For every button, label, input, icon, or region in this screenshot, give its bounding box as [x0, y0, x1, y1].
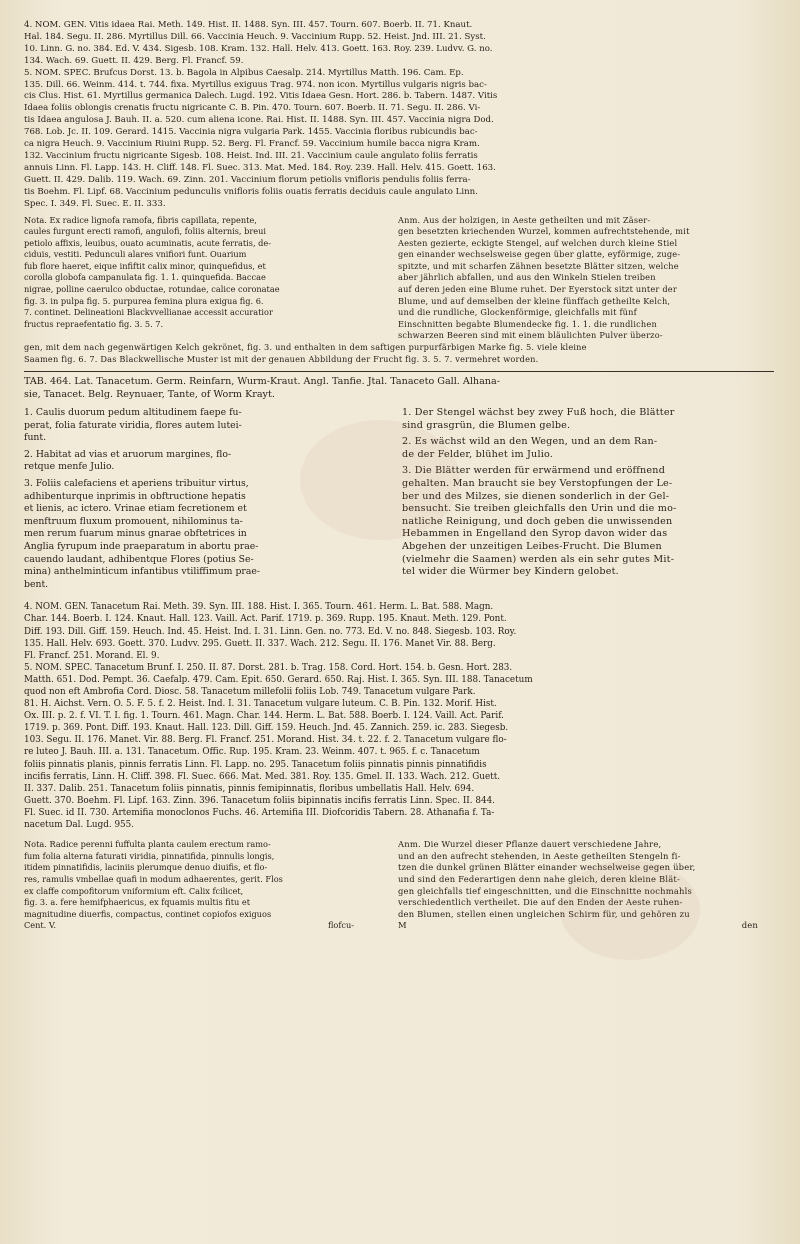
- text-line: tis Idaea angulosa J. Bauh. II. a. 520. cum aliena icone. Rai. Hist. II. 1488. Syn. III. 457. Vaccinia nigra Dod.: [24, 115, 494, 126]
- header-line: TAB. 464. Lat. Tanacetum. Germ. Reinfarn, Wurm-Kraut. Angl. Tanfie. Jtal. Tanaceto Gall. Alhana-: [24, 376, 500, 388]
- text-line: 103. Segu. II. 176. Manet. Vir. 88. Berg. Fl. Francf. 251. Morand. Hist. 34. t. 22. f. 2. Tanacetum vulgare flo-: [24, 735, 507, 746]
- text-line: Anglia fyrupum inde praeparatum in abortu prae-: [24, 540, 259, 552]
- paragraph: [402, 407, 774, 432]
- text-line: 5. NOM. SPEC. Brufcus Dorst. 13. b. Bagola in Alpibus Caesalp. 214. Myrtillus Matth. 196. Cam. Ep.: [24, 67, 464, 78]
- paragraph: [24, 449, 388, 474]
- text-line: gen, mit dem nach gegenwärtigen Kelch gekrönet, fig. 3. und enthalten in dem saftigen purpurfärbigen Marke fig. 5. viele kleine: [24, 342, 587, 353]
- text-line: nacetum Dal. Lugd. 955.: [24, 820, 135, 831]
- text-line: 3. Die Blätter werden für erwärmend und eröffnend: [402, 465, 666, 477]
- text-line: magnitudine diuerfis, compactus, continet copiofos exiguos: [24, 908, 272, 919]
- text-line: Diff. 193. Dill. Giff. 159. Heuch. Ind. 45. Heist. Ind. I. 31. Linn. Gen. no. 773. Ed. V. no. 848. Siegesb. 103. Roy.: [24, 626, 517, 637]
- text-line: Abgehen der unzeitigen Leibes-Frucht. Die Blumen: [402, 540, 662, 552]
- anmerkung-german: [398, 215, 774, 343]
- german-description: [402, 407, 774, 595]
- text-line: 81. H. Aichst. Vern. O. 5. F. 5. f. 2. Heist. Ind. I. 31. Tanacetum vulgare luteum. C. B. Pin. 132. Morif. Hist.: [24, 699, 497, 710]
- text-line: und an den aufrecht stehenden, in Aeste getheilten Stengeln fi-: [398, 850, 681, 861]
- section-divider: [24, 371, 774, 372]
- text-line: Saamen fig. 6. 7. Das Blackwellische Muster ist mit der genauen Abbildung der Frucht fig. 3. 5. 7. vermehret worden.: [24, 353, 539, 364]
- text-line: corolla globofa campanulata fig. 1. 1. quinquefida. Baccae: [24, 272, 266, 283]
- text-line: bent.: [24, 578, 49, 590]
- text-line: Einschnitten begabte Blumendecke fig. 1. 1. die rundlichen: [398, 318, 657, 329]
- vitis-nomenclature: [24, 20, 774, 211]
- text-line: II. 337. Dalib. 251. Tanacetum foliis pinnatis, pinnis femipinnatis, floribus umbellatis Hall. Helv. 694.: [24, 783, 475, 794]
- nota-tanacetum: [24, 839, 774, 932]
- text-line: Anm. Die Wurzel dieser Pflanze dauert verschiedene Jahre,: [398, 839, 662, 850]
- text-line: gen besetzten kriechenden Wurzel, kommen aufrechtstehende, mit: [398, 226, 690, 237]
- text-line: adhibenturque inprimis in obftructione hepatis: [24, 490, 246, 502]
- text-line: Spec. I. 349. Fl. Suec. E. II. 333.: [24, 198, 166, 209]
- text-line: den Blumen, stellen einen ungleichen Schirm für, und gehören zu: [398, 908, 690, 919]
- text-line: 135. Dill. 66. Weinm. 414. t. 744. fixa. Myrtillus exiguus Trag. 974. non icon. Myrtillus vulgaris nigris bac-: [24, 79, 487, 90]
- anmerkung-german-tail: [24, 342, 772, 365]
- text-line: Fl. Suec. id II. 730. Artemifia monoclonos Fuchs. 46. Artemifia III. Diofcoridis Tabern. 28. Athanafia f. Ta-: [24, 807, 495, 818]
- text-line: fig. 3. a. fere hemifphaericus, ex fquamis multis fitu et: [24, 897, 251, 908]
- text-line: fub flore haeret, eique infiftit calix minor, quinquefidus, et: [24, 260, 266, 271]
- text-line: 135. Hall. Helv. 693. Goett. 370. Ludvv. 295. Guett. II. 337. Wach. 212. Segu. II. 176. Manet Vir. 88. Berg.: [24, 638, 496, 649]
- text-line: Aesten gezierte, eckigte Stengel, auf welchen durch kleine Stiel: [398, 237, 678, 248]
- text-line: men rerum fuarum minus gnarae obftetrices in: [24, 528, 247, 540]
- text-line: verschiedentlich vertheilet. Die auf den Enden der Aeste ruhen-: [398, 897, 683, 908]
- text-line: bensucht. Sie treiben gleichfalls den Urin und die mo-: [402, 503, 677, 515]
- signature-line: [24, 920, 354, 932]
- text-line: spitzte, und mit scharfen Zähnen besetzte Blätter sitzen, welche: [398, 260, 679, 271]
- text-line: funt.: [24, 432, 47, 444]
- text-line: tis Boehm. Fl. Lipf. 68. Vaccinium pedunculis vnifloris foliis ouatis ferratis deciduis caule angulato Linn.: [24, 186, 478, 197]
- text-line: Blume, und auf demselben der kleine fünffach getheilte Kelch,: [398, 295, 671, 306]
- text-line: natliche Reinigung, und doch geben die unwissenden: [402, 515, 673, 527]
- text-line: quod non eft Ambrofia Cord. Diosc. 58. Tanacetum millefolii foliis Lob. 749. Tanacetum vulgare Park.: [24, 687, 476, 697]
- text-line: 1719. p. 369. Pont. Diff. 193. Knaut. Hall. 123. Dill. Giff. 159. Heuch. Jnd. 45. Zannich. 259. ic. 283. Siegesb.: [24, 723, 509, 734]
- text-line: aber jährlich abfallen, und aus den Winkeln Stielen treiben: [398, 272, 656, 283]
- signature-mark: Cent. V.: [24, 920, 56, 931]
- text-line: Nota. Ex radice lignofa ramofa, fibris capillata, repente,: [24, 214, 257, 225]
- text-line: tzen die dunkel grünen Blätter einander wechselweise gegen über,: [398, 862, 696, 873]
- text-line: gehalten. Man braucht sie bey Verstopfungen der Le-: [402, 478, 673, 489]
- text-line: 10. Linn. G. no. 384. Ed. V. 434. Sigesb. 108. Kram. 132. Hall. Helv. 413. Goett. 163. Roy. 239. Ludvv. G. no.: [24, 43, 493, 54]
- text-line: Char. 144. Boerb. I. 124. Knaut. Hall. 123. Vaill. Act. Parif. 1719. p. 369. Rupp. 195. Knaut. Meth. 129. Pont.: [24, 614, 507, 625]
- text-line: annuis Linn. Fl. Lapp. 143. H. Cliff. 148. Fl. Suec. 313. Mat. Med. 184. Roy. 239. Hall. Helv. 415. Goett. 163.: [24, 162, 496, 173]
- signature-letter: M: [398, 920, 407, 931]
- text-line: cauendo laudant, adhibentque Flores (potius Se-: [24, 553, 254, 565]
- text-line: itidem pinnatifidis, laciniis plerumque denuo diuifis, et flo-: [24, 862, 268, 873]
- text-line: fructus repraefentatio fig. 3. 5. 7.: [24, 318, 164, 329]
- catchword: den: [741, 920, 758, 931]
- paragraph: [24, 407, 388, 445]
- text-line: tel wider die Würmer bey Kindern gelobet.: [402, 566, 619, 578]
- text-line: ca nigra Heuch. 9. Vaccinium Riuini Rupp. 52. Berg. Fl. Francf. 59. Vaccinium humile bacca nigra Kram.: [24, 139, 480, 150]
- text-line: gen einander wechselsweise gegen über glatte, eyförmige, zuge-: [398, 249, 681, 260]
- text-line: sind grasgrün, die Blumen gelbe.: [402, 419, 571, 431]
- text-line: Hebammen in Engelland den Syrop davon wider das: [402, 528, 668, 540]
- text-line: und sind den Federartigen denn nahe gleich, deren kleine Blät-: [398, 873, 681, 884]
- text-line: incifis ferratis, Linn. H. Cliff. 398. Fl. Suec. 666. Mat. Med. 381. Roy. 135. Gmel. II. 133. Wach. 212. Guett.: [24, 771, 501, 782]
- text-line: 3. Foliis calefaciens et aperiens tribuitur virtus,: [24, 478, 249, 489]
- text-line: menftruum fluxum promouent, nihilominus ta-: [24, 515, 243, 527]
- catchword: flofcu-: [327, 920, 354, 931]
- text-line: und die rundliche, Glockenförmige, gleichfalls mit fünf: [398, 307, 637, 318]
- text-line: Matth. 651. Dod. Pempt. 36. Caefalp. 479. Cam. Epit. 650. Gerard. 650. Raj. Hist. I. 365. Syn. III. 188. Tanacetum: [24, 674, 533, 685]
- text-line: de der Felder, blühet im Julio.: [402, 448, 554, 460]
- text-line: Guett. 370. Boehm. Fl. Lipf. 163. Zinn. 396. Tanacetum foliis bipinnatis incifis ferratis Linn. Spec. II. 844.: [24, 795, 495, 806]
- paragraph: [402, 436, 774, 461]
- header-line: sie, Tanacet. Belg. Reynuaer, Tante, of Worm Krayt.: [24, 388, 275, 400]
- text-line: schwarzen Beeren sind mit einem bläulichten Pulver überzo-: [398, 330, 663, 341]
- text-line: Idaea foliis oblongis crenatis fructu nigricante C. B. Pin. 470. Tourn. 607. Boerb. II. 71. Segu. II. 286. Vi-: [24, 103, 481, 114]
- text-line: auf deren jeden eine Blume ruhet. Der Eyerstock sitzt unter der: [398, 284, 677, 295]
- text-line: Anm. Aus der holzigen, in Aeste getheilten und mit Zäser-: [398, 214, 651, 225]
- text-line: Fl. Francf. 251. Morand. El. 9.: [24, 650, 160, 661]
- tanacetum-description: [24, 407, 774, 595]
- text-line: 768. Lob. Jc. II. 109. Gerard. 1415. Vaccinia nigra vulgaria Park. 1455. Vaccinia floribus rubicundis bac-: [24, 127, 478, 138]
- text-line: retque menfe Julio.: [24, 461, 115, 473]
- text-line: res, ramulis vmbellae quafi in modum adhaerentes, gerit. Flos: [24, 873, 283, 884]
- text-line: nigrae, polline caerulco obductae, rotundae, calice coronatae: [24, 284, 280, 295]
- paragraph: [402, 465, 774, 578]
- text-line: Hal. 184. Segu. II. 286. Myrtillus Dill. 66. Vaccinia Heuch. 9. Vaccinium Rupp. 52. Heist. Jnd. III. 21. Syst.: [24, 31, 486, 42]
- paragraph: [24, 478, 388, 591]
- tab-464-header: [24, 376, 774, 401]
- text-line: 4. NOM. GEN. Vitis idaea Rai. Meth. 149. Hist. II. 1488. Syn. III. 457. Tourn. 607. Boerb. II. 71. Knaut.: [24, 20, 473, 30]
- text-line: 4. NOM. GEN. Tanacetum Rai. Meth. 39. Syn. III. 188. Hist. I. 365. Tourn. 461. Herm. L. Bat. 588. Magn.: [24, 602, 494, 613]
- text-line: perat, folia faturate viridia, flores autem lutei-: [24, 419, 242, 431]
- text-line: caules furgunt erecti ramofi, angulofi, foliis alternis, breui: [24, 226, 267, 237]
- text-line: fig. 3. in pulpa fig. 5. purpurea femina plura exigua fig. 6.: [24, 295, 264, 306]
- text-line: 2. Es wächst wild an den Wegen, und an dem Ran-: [402, 436, 658, 448]
- text-line: cis Clus. Hist. 61. Myrtillus germanica Dalech. Lugd. 192. Vitis Idaea Gesn. Hort. 286. b. Tabern. 1487. Vitis: [24, 91, 498, 102]
- text-line: et lienis, ac ictero. Vrinae etiam fecretionem et: [24, 503, 247, 515]
- text-line: gen gleichfalls tief eingeschnitten, und die Einschnitte nochmahls: [398, 885, 692, 896]
- text-line: 7. continet. Delineationi Blackvvellianae accessit accuratior: [24, 307, 273, 318]
- text-line: fum folia alterna faturati viridia, pinnatifida, pinnulis longis,: [24, 850, 275, 861]
- text-line: mina) anthelminticum infantibus vtiliffimum prae-: [24, 566, 261, 578]
- nota-latin: [24, 215, 386, 343]
- nota-vaccinium: [24, 215, 774, 343]
- text-line: ber und des Milzes, sie dienen sonderlich in der Gel-: [402, 490, 670, 502]
- text-line: Ox. III. p. 2. f. VI. T. I. fig. 1. Tourn. 461. Magn. Char. 144. Herm. L. Bat. 588. Boerb. I. 124. Vaill. Act. Parif.: [24, 711, 504, 722]
- latin-description: [24, 407, 388, 595]
- text-line: Nota. Radice perenni fuffulta planta caulem erectum ramo-: [24, 839, 271, 850]
- text-line: (vielmehr die Saamen) werden als ein sehr gutes Mit-: [402, 553, 675, 565]
- text-line: 134. Wach. 69. Guett. II. 429. Berg. Fl. Francf. 59.: [24, 55, 244, 66]
- nota-latin-2: [24, 839, 386, 932]
- text-line: Guett. II. 429. Dalib. 119. Wach. 69. Zinn. 201. Vaccinium florum petiolis vnifloris pendulis foliis ferra-: [24, 174, 471, 185]
- text-line: ex claffe compofitorum vniformium eft. Calix fcilicet,: [24, 885, 244, 896]
- text-line: 5. NOM. SPEC. Tanacetum Brunf. I. 250. II. 87. Dorst. 281. b. Trag. 158. Cord. Hort. 154. b. Gesn. Hort. 283.: [24, 662, 513, 673]
- text-line: 2. Habitat ad vias et aruorum margines, flo-: [24, 448, 232, 460]
- anmerkung-german-2: [398, 839, 774, 932]
- text-line: 1. Der Stengel wächst bey zwey Fuß hoch, die Blätter: [402, 407, 675, 419]
- signature-line: [398, 920, 758, 932]
- text-line: re luteo J. Bauh. III. a. 131. Tanacetum. Offic. Rup. 195. Kram. 23. Weinm. 407. t. 965. f. c. Tanacetum: [24, 747, 480, 758]
- text-line: 132. Vaccinium fructu nigricante Sigesb. 108. Heist. Ind. III. 21. Vaccinium caule angulato foliis ferratis: [24, 150, 478, 161]
- text-line: 1. Caulis duorum pedum altitudinem faepe fu-: [24, 407, 242, 419]
- text-line: foliis pinnatis planis, pinnis ferratis Linn. Fl. Lapp. no. 295. Tanacetum foliis pinnatis pinnis pinnatifidis: [24, 759, 487, 770]
- text-line: petiolo affixis, leuibus, ouato acuminatis, acute ferratis, de-: [24, 237, 272, 248]
- tanacetum-nomenclature: [24, 601, 774, 831]
- text-line: ciduis, vestiti. Pedunculi alares vnifiori funt. Ouarium: [24, 249, 247, 260]
